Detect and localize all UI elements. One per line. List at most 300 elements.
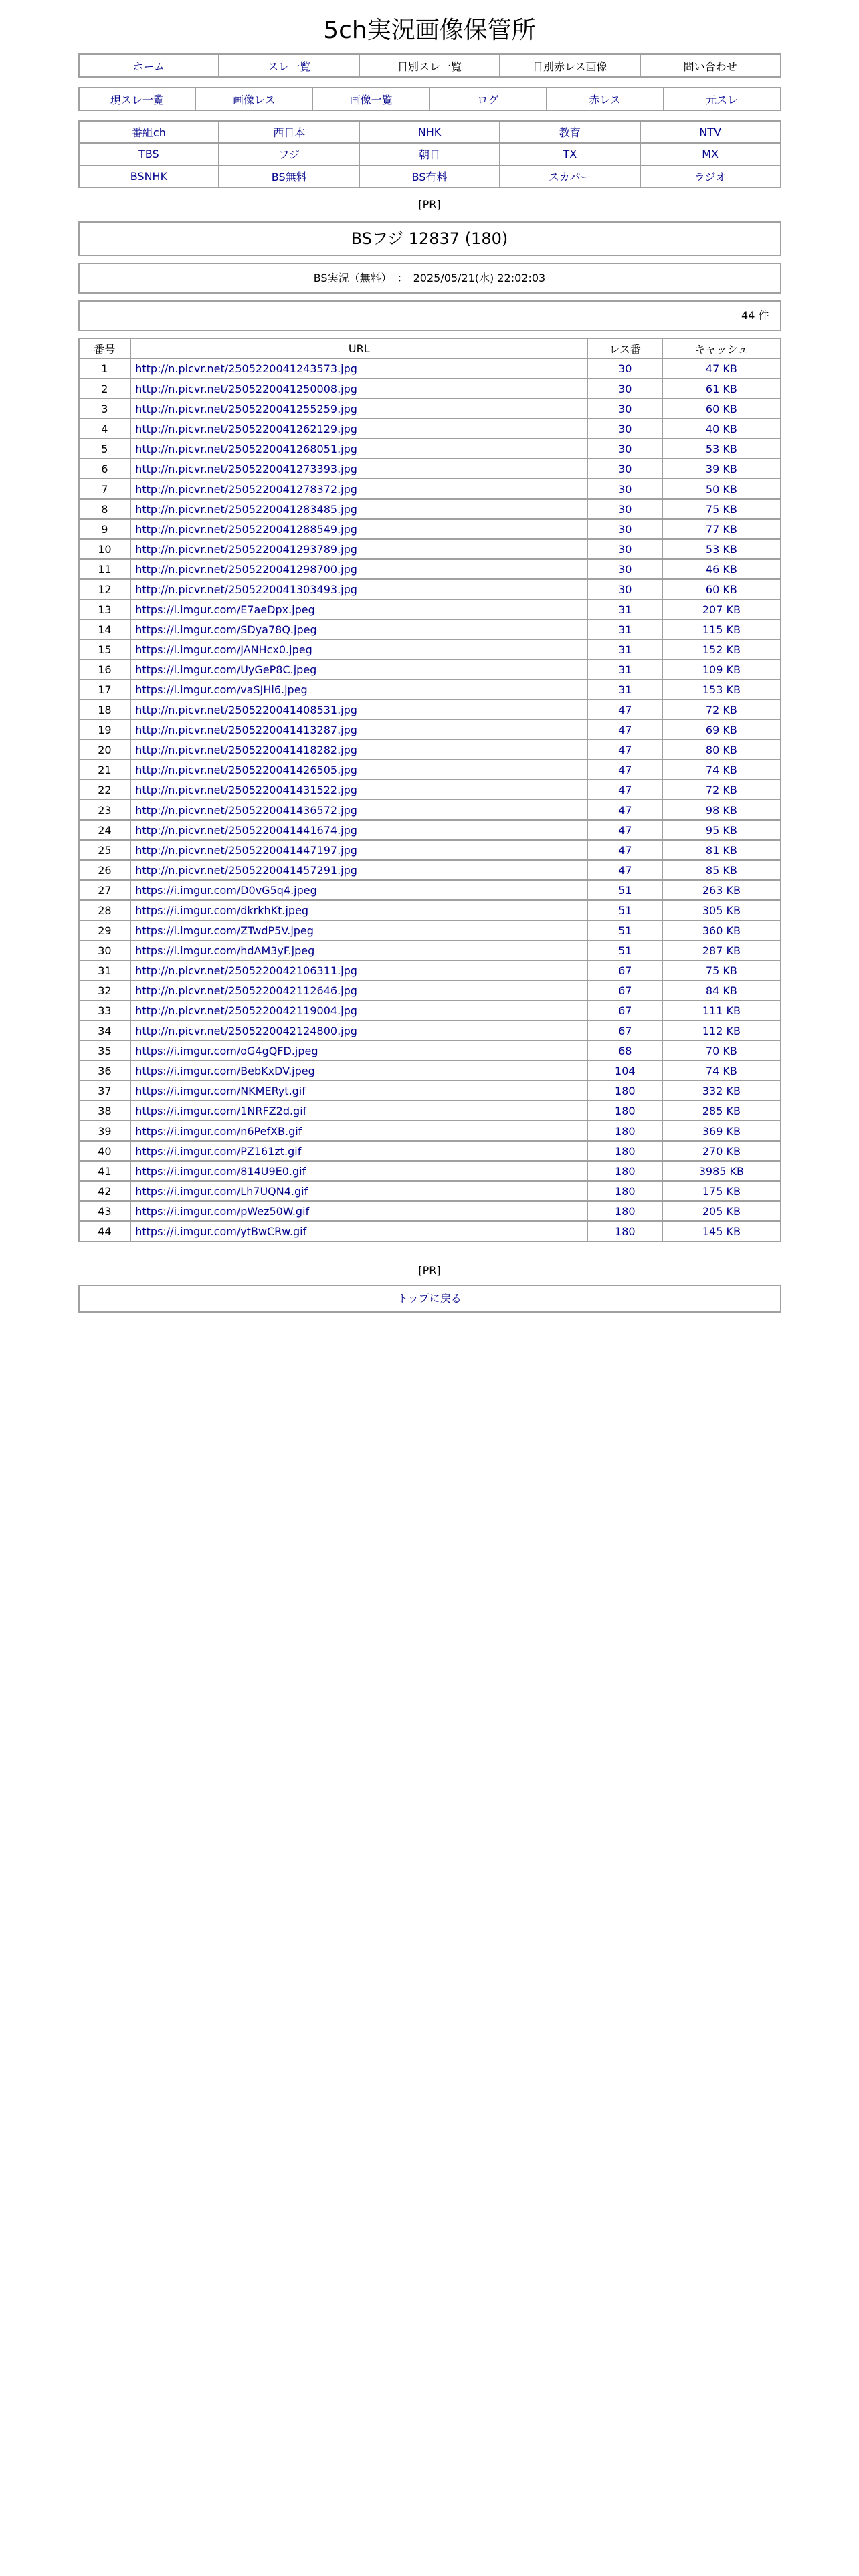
cell-cache-link[interactable]: 111 KB — [702, 1004, 741, 1017]
cell-cache — [662, 1201, 780, 1221]
cell-url-link[interactable]: http://n.picvr.net/2505220041273393.jpg — [135, 462, 357, 475]
cell-number: 13 — [79, 599, 131, 619]
table-row — [79, 659, 781, 679]
cell-res-number-link[interactable]: 67 — [618, 1004, 632, 1017]
cell-url-link[interactable]: https://i.imgur.com/814U9E0.gif — [135, 1164, 306, 1178]
cell-res-number — [587, 920, 662, 940]
cell-res-number — [587, 479, 662, 499]
thread-nav-cell — [195, 88, 312, 110]
cell-res-number — [587, 1121, 662, 1141]
cell-res-number — [587, 1221, 662, 1241]
cell-res-number-link[interactable]: 180 — [615, 1084, 636, 1097]
cell-url-link[interactable]: http://n.picvr.net/2505220041255259.jpg — [135, 402, 357, 415]
cell-cache-link[interactable]: 80 KB — [705, 743, 737, 756]
cell-number: 26 — [79, 860, 131, 880]
table-row — [79, 820, 781, 840]
cell-number: 2 — [79, 379, 131, 399]
cell-res-number — [587, 679, 662, 700]
cell-url-link[interactable]: https://i.imgur.com/D0vG5q4.jpeg — [135, 883, 317, 897]
cell-url-link[interactable]: https://i.imgur.com/BebKxDV.jpeg — [135, 1064, 315, 1077]
cell-url-link[interactable]: https://i.imgur.com/Lh7UQN4.gif — [135, 1184, 308, 1198]
nav-link-red-res[interactable]: 赤レス — [589, 93, 621, 106]
cell-res-number-link[interactable]: 47 — [618, 763, 632, 776]
back-to-top-link[interactable]: トップに戻る — [397, 1292, 462, 1305]
table-row — [79, 740, 781, 760]
cell-cache-link[interactable]: 205 KB — [702, 1204, 741, 1218]
cell-res-number-link[interactable]: 67 — [618, 1024, 632, 1037]
cell-res-number-link[interactable]: 30 — [618, 482, 632, 496]
cell-cache — [662, 1221, 780, 1241]
cell-res-number — [587, 1141, 662, 1161]
table-row — [79, 1081, 781, 1101]
cell-number: 20 — [79, 740, 131, 760]
cell-number: 28 — [79, 900, 131, 920]
cell-url-link[interactable]: http://n.picvr.net/2505220041250008.jpg — [135, 382, 357, 395]
cell-cache-link[interactable]: 60 KB — [705, 402, 737, 415]
cell-cache-link[interactable]: 270 KB — [702, 1144, 741, 1158]
cell-cache-link[interactable]: 153 KB — [702, 683, 741, 696]
nav-link-log[interactable]: ログ — [477, 93, 499, 106]
thread-nav-cell — [547, 88, 664, 110]
cell-res-number-link[interactable]: 180 — [615, 1164, 636, 1178]
cell-number: 39 — [79, 1121, 131, 1141]
cell-cache-link[interactable]: 75 KB — [705, 964, 737, 977]
cell-url-link[interactable]: http://n.picvr.net/2505220041283485.jpg — [135, 502, 357, 516]
cell-number: 41 — [79, 1161, 131, 1181]
cell-cache-link[interactable]: 69 KB — [705, 723, 737, 736]
cell-url-link[interactable]: https://i.imgur.com/oG4gQFD.jpeg — [135, 1044, 318, 1057]
thread-nav — [78, 87, 781, 111]
cell-cache — [662, 920, 780, 940]
cell-url-link[interactable]: http://n.picvr.net/2505220041243573.jpg — [135, 362, 357, 375]
cell-cache-link[interactable]: 98 KB — [705, 803, 737, 817]
image-table — [78, 338, 781, 1242]
table-row — [79, 679, 781, 700]
table-row — [79, 599, 781, 619]
cell-url-link[interactable]: http://n.picvr.net/2505220041278372.jpg — [135, 482, 357, 496]
cell-url — [130, 399, 587, 419]
cell-cache — [662, 459, 780, 479]
cell-cache — [662, 619, 780, 639]
cell-number: 5 — [79, 439, 131, 459]
cell-cache — [662, 1061, 780, 1081]
cell-res-number-link[interactable]: 47 — [618, 743, 632, 756]
cell-res-number-link[interactable]: 30 — [618, 382, 632, 395]
cell-number: 32 — [79, 980, 131, 1000]
cell-url-link[interactable]: https://i.imgur.com/UyGeP8C.jpeg — [135, 663, 317, 676]
cell-cache — [662, 860, 780, 880]
cell-res-number-link[interactable]: 47 — [618, 823, 632, 837]
cell-url-link[interactable]: http://n.picvr.net/2505220041441674.jpg — [135, 823, 357, 837]
cell-res-number-link[interactable]: 51 — [618, 944, 632, 957]
cell-res-number-link[interactable]: 30 — [618, 462, 632, 475]
cell-url-link[interactable]: http://n.picvr.net/2505220041413287.jpg — [135, 723, 357, 736]
board-nav-cell — [500, 121, 640, 143]
cell-url-link[interactable]: https://i.imgur.com/pWez50W.gif — [135, 1204, 310, 1218]
cell-url — [130, 1161, 587, 1181]
table-body — [79, 358, 781, 1241]
table-row — [79, 940, 781, 960]
cell-url-link[interactable]: http://n.picvr.net/2505220041426505.jpg — [135, 763, 357, 776]
thread-nav-cell — [79, 88, 196, 110]
nav-cell-home — [79, 54, 219, 77]
cell-url-link[interactable]: https://i.imgur.com/hdAM3yF.jpeg — [135, 944, 315, 957]
cell-cache — [662, 800, 780, 820]
board-nav-cell — [640, 121, 781, 143]
cell-url — [130, 900, 587, 920]
cell-cache — [662, 599, 780, 619]
cell-res-number — [587, 539, 662, 559]
thread-title: BSフジ 12837 (180) — [78, 221, 781, 256]
board-nav-cell — [359, 143, 500, 165]
cell-cache-link[interactable]: 332 KB — [702, 1084, 741, 1097]
cell-cache — [662, 900, 780, 920]
table-row — [79, 1101, 781, 1121]
cell-url — [130, 679, 587, 700]
cell-number: 36 — [79, 1061, 131, 1081]
table-row — [79, 960, 781, 980]
cell-number: 22 — [79, 780, 131, 800]
board-link-nhk[interactable]: NHK — [417, 126, 442, 138]
cell-url-link[interactable]: http://n.picvr.net/2505220041262129.jpg — [135, 422, 357, 435]
table-row — [79, 619, 781, 639]
board-link-mx[interactable]: MX — [702, 148, 719, 160]
board-link-nishinihon[interactable]: 西日本 — [273, 126, 306, 139]
cell-res-number-link[interactable]: 51 — [618, 924, 632, 937]
cell-res-number — [587, 619, 662, 639]
cell-url-link[interactable]: http://n.picvr.net/2505220042124800.jpg — [135, 1024, 357, 1037]
board-link-fuji[interactable]: フジ — [278, 148, 300, 161]
cell-res-number — [587, 800, 662, 820]
cell-cache — [662, 379, 780, 399]
cell-res-number-link[interactable]: 180 — [615, 1124, 636, 1138]
table-row — [79, 1121, 781, 1141]
board-link-kyouiku[interactable]: 教育 — [559, 126, 581, 139]
cell-url-link[interactable]: https://i.imgur.com/n6PefXB.gif — [135, 1124, 302, 1138]
cell-url-link[interactable]: https://i.imgur.com/NKMERyt.gif — [135, 1084, 306, 1097]
nav-link-daily-threads[interactable]: 日別スレ一覧 — [397, 60, 462, 73]
cell-cache-link[interactable]: 70 KB — [705, 1044, 737, 1057]
cell-cache-link[interactable]: 109 KB — [702, 663, 741, 676]
table-row — [79, 1221, 781, 1241]
cell-res-number-link[interactable]: 180 — [615, 1104, 636, 1117]
cell-res-number-link[interactable]: 30 — [618, 442, 632, 455]
board-link-bs-paid[interactable]: BS有料 — [411, 171, 448, 183]
cell-url — [130, 1221, 587, 1241]
cell-res-number — [587, 1101, 662, 1121]
table-row — [79, 1161, 781, 1181]
cell-cache-link[interactable]: 112 KB — [702, 1024, 741, 1037]
board-link-asahi[interactable]: 朝日 — [418, 148, 440, 161]
cell-url-link[interactable]: https://i.imgur.com/PZ161zt.gif — [135, 1144, 302, 1158]
cell-url-link[interactable]: http://n.picvr.net/2505220041298700.jpg — [135, 562, 357, 576]
board-link-bsnhk[interactable]: BSNHK — [130, 170, 168, 183]
cell-res-number-link[interactable]: 30 — [618, 422, 632, 435]
cell-cache — [662, 1121, 780, 1141]
table-row — [79, 1141, 781, 1161]
cell-url-link[interactable]: https://i.imgur.com/JANHcx0.jpeg — [135, 643, 312, 656]
cell-res-number-link[interactable]: 30 — [618, 562, 632, 576]
cell-number: 18 — [79, 700, 131, 720]
cell-url-link[interactable]: http://n.picvr.net/2505220041436572.jpg — [135, 803, 357, 817]
cell-url — [130, 1081, 587, 1101]
cell-url — [130, 740, 587, 760]
cell-url — [130, 800, 587, 820]
nav-link-current-threads[interactable]: 現スレ一覧 — [110, 93, 164, 106]
cell-cache-link[interactable]: 47 KB — [705, 362, 737, 375]
cell-cache — [662, 559, 780, 579]
board-link-ntv[interactable]: NTV — [699, 126, 721, 138]
cell-res-number-link[interactable]: 47 — [618, 803, 632, 817]
cell-url — [130, 499, 587, 519]
board-nav-cell — [640, 143, 781, 165]
cell-res-number-link[interactable]: 31 — [618, 623, 632, 636]
cell-cache — [662, 840, 780, 860]
nav-link-original-thread[interactable]: 元スレ — [706, 93, 739, 106]
cell-cache — [662, 1021, 780, 1041]
table-row — [79, 1201, 781, 1221]
cell-cache-link[interactable]: 85 KB — [705, 863, 737, 877]
cell-number: 19 — [79, 720, 131, 740]
cell-url-link[interactable]: https://i.imgur.com/ytBwCRw.gif — [135, 1224, 307, 1238]
cell-res-number-link[interactable]: 30 — [618, 402, 632, 415]
cell-url — [130, 659, 587, 679]
cell-cache-link[interactable]: 40 KB — [705, 422, 737, 435]
table-row — [79, 559, 781, 579]
cell-cache-link[interactable]: 72 KB — [705, 703, 737, 716]
table-row — [79, 900, 781, 920]
cell-cache-link[interactable]: 3985 KB — [698, 1164, 745, 1178]
cell-cache-link[interactable]: 50 KB — [705, 482, 737, 496]
cell-cache-link[interactable]: 360 KB — [702, 924, 741, 937]
cell-res-number-link[interactable]: 104 — [615, 1064, 636, 1077]
cell-res-number-link[interactable]: 30 — [618, 502, 632, 516]
cell-res-number-link[interactable]: 47 — [618, 783, 632, 796]
cell-cache — [662, 479, 780, 499]
header-res-number: レス番 — [587, 338, 662, 358]
cell-res-number-link[interactable]: 47 — [618, 843, 632, 857]
cell-res-number-link[interactable]: 51 — [618, 883, 632, 897]
cell-res-number-link[interactable]: 31 — [618, 683, 632, 696]
cell-cache-link[interactable]: 74 KB — [705, 763, 737, 776]
cell-url — [130, 439, 587, 459]
cell-cache-link[interactable]: 152 KB — [702, 643, 741, 656]
nav-link-home[interactable]: ホーム — [132, 60, 165, 73]
cell-url — [130, 1041, 587, 1061]
board-link-bangumi[interactable]: 番組ch — [131, 126, 166, 139]
cell-res-number-link[interactable]: 68 — [618, 1044, 632, 1057]
cell-res-number — [587, 499, 662, 519]
nav-link-daily-red-images[interactable]: 日別赤レス画像 — [533, 60, 607, 73]
board-nav-cell — [640, 165, 781, 187]
cell-res-number-link[interactable]: 30 — [618, 362, 632, 375]
cell-res-number-link[interactable]: 47 — [618, 863, 632, 877]
cell-res-number-link[interactable]: 47 — [618, 703, 632, 716]
cell-cache-link[interactable]: 95 KB — [705, 823, 737, 837]
cell-url-link[interactable]: http://n.picvr.net/2505220041268051.jpg — [135, 442, 357, 455]
cell-url — [130, 539, 587, 559]
cell-number: 14 — [79, 619, 131, 639]
board-link-radio[interactable]: ラジオ — [694, 171, 727, 183]
cell-url-link[interactable]: https://i.imgur.com/E7aeDpx.jpeg — [135, 603, 315, 616]
cell-url — [130, 379, 587, 399]
board-nav-cell — [79, 165, 219, 187]
table-row — [79, 880, 781, 900]
cell-cache-link[interactable]: 287 KB — [702, 944, 741, 957]
cell-url-link[interactable]: http://n.picvr.net/2505220041293789.jpg — [135, 542, 357, 556]
nav-link-image-list[interactable]: 画像一覧 — [349, 93, 393, 106]
board-nav-cell — [219, 143, 359, 165]
cell-res-number — [587, 419, 662, 439]
cell-url-link[interactable]: https://i.imgur.com/1NRFZ2d.gif — [135, 1104, 307, 1117]
cell-cache-link[interactable]: 77 KB — [705, 522, 737, 536]
cell-res-number-link[interactable]: 180 — [615, 1184, 636, 1198]
cell-cache-link[interactable]: 60 KB — [705, 582, 737, 596]
table-row — [79, 1061, 781, 1081]
cell-url — [130, 940, 587, 960]
cell-cache — [662, 960, 780, 980]
cell-number: 16 — [79, 659, 131, 679]
cell-res-number — [587, 760, 662, 780]
cell-cache-link[interactable]: 75 KB — [705, 502, 737, 516]
cell-res-number — [587, 399, 662, 419]
cell-cache — [662, 880, 780, 900]
cell-res-number — [587, 940, 662, 960]
cell-res-number-link[interactable]: 51 — [618, 903, 632, 917]
cell-cache-link[interactable]: 207 KB — [702, 603, 741, 616]
cell-number: 7 — [79, 479, 131, 499]
cell-cache — [662, 639, 780, 659]
cell-url-link[interactable]: https://i.imgur.com/ZTwdP5V.jpeg — [135, 924, 314, 937]
cell-url-link[interactable]: http://n.picvr.net/2505220041418282.jpg — [135, 743, 357, 756]
cell-res-number — [587, 1000, 662, 1021]
table-row — [79, 860, 781, 880]
cell-res-number-link[interactable]: 67 — [618, 964, 632, 977]
cell-url — [130, 1021, 587, 1041]
board-link-tbs[interactable]: TBS — [138, 148, 159, 160]
cell-res-number — [587, 880, 662, 900]
cell-res-number-link[interactable]: 67 — [618, 984, 632, 997]
cell-url — [130, 1141, 587, 1161]
cell-res-number — [587, 860, 662, 880]
cell-url-link[interactable]: http://n.picvr.net/2505220042119004.jpg — [135, 1004, 357, 1017]
cell-res-number-link[interactable]: 180 — [615, 1224, 636, 1238]
cell-number: 6 — [79, 459, 131, 479]
cell-cache-link[interactable]: 175 KB — [702, 1184, 741, 1198]
cell-url-link[interactable]: http://n.picvr.net/2505220042112646.jpg — [135, 984, 357, 997]
cell-number: 29 — [79, 920, 131, 940]
cell-url — [130, 920, 587, 940]
table-row — [79, 459, 781, 479]
cell-res-number-link[interactable]: 30 — [618, 542, 632, 556]
cell-res-number-link[interactable]: 47 — [618, 723, 632, 736]
table-row — [79, 1000, 781, 1021]
cell-url-link[interactable]: http://n.picvr.net/2505220042106311.jpg — [135, 964, 357, 977]
cell-cache-link[interactable]: 115 KB — [702, 623, 741, 636]
board-nav-cell — [219, 165, 359, 187]
nav-link-thread-list[interactable]: スレ一覧 — [268, 60, 311, 73]
cell-url-link[interactable]: https://i.imgur.com/SDya78Q.jpeg — [135, 623, 317, 636]
table-row — [79, 920, 781, 940]
board-link-tx[interactable]: TX — [563, 148, 577, 160]
cell-cache — [662, 940, 780, 960]
cell-url — [130, 579, 587, 599]
thread-nav-cell — [664, 88, 781, 110]
cell-res-number-link[interactable]: 30 — [618, 522, 632, 536]
board-link-bs-free[interactable]: BS無料 — [271, 171, 307, 183]
cell-res-number — [587, 379, 662, 399]
cell-res-number — [587, 960, 662, 980]
board-link-skyperfect[interactable]: スカパー — [548, 171, 591, 183]
cell-cache — [662, 1081, 780, 1101]
table-row — [79, 1021, 781, 1041]
result-count: 44 件 — [78, 300, 781, 331]
table-row — [79, 519, 781, 539]
cell-res-number-link[interactable]: 30 — [618, 582, 632, 596]
cell-res-number-link[interactable]: 31 — [618, 643, 632, 656]
cell-url-link[interactable]: https://i.imgur.com/vaSJHi6.jpeg — [135, 683, 308, 696]
cell-cache-link[interactable]: 39 KB — [705, 462, 737, 475]
cell-res-number — [587, 780, 662, 800]
page-container — [78, 0, 781, 1313]
cell-res-number-link[interactable]: 31 — [618, 663, 632, 676]
cell-res-number-link[interactable]: 180 — [615, 1204, 636, 1218]
cell-cache-link[interactable]: 46 KB — [705, 562, 737, 576]
cell-url — [130, 840, 587, 860]
cell-cache-link[interactable]: 53 KB — [705, 542, 737, 556]
cell-number: 35 — [79, 1041, 131, 1061]
table-row — [79, 1181, 781, 1201]
cell-url — [130, 1061, 587, 1081]
cell-url — [130, 1201, 587, 1221]
cell-url — [130, 419, 587, 439]
cell-cache-link[interactable]: 72 KB — [705, 783, 737, 796]
cell-res-number-link[interactable]: 180 — [615, 1144, 636, 1158]
cell-url-link[interactable]: http://n.picvr.net/2505220041431522.jpg — [135, 783, 357, 796]
cell-url-link[interactable]: http://n.picvr.net/2505220041457291.jpg — [135, 863, 357, 877]
cell-cache-link[interactable]: 84 KB — [705, 984, 737, 997]
cell-cache-link[interactable]: 61 KB — [705, 382, 737, 395]
cell-cache-link[interactable]: 74 KB — [705, 1064, 737, 1077]
nav-link-contact[interactable]: 問い合わせ — [683, 60, 737, 73]
cell-number: 21 — [79, 760, 131, 780]
header-url: URL — [130, 338, 587, 358]
cell-url-link[interactable]: http://n.picvr.net/2505220041408531.jpg — [135, 703, 357, 716]
cell-url-link[interactable]: https://i.imgur.com/dkrkhKt.jpeg — [135, 903, 309, 917]
nav-link-image-res[interactable]: 画像レス — [232, 93, 276, 106]
table-row — [79, 479, 781, 499]
cell-cache-link[interactable]: 81 KB — [705, 843, 737, 857]
cell-cache — [662, 539, 780, 559]
cell-cache — [662, 1161, 780, 1181]
cell-res-number — [587, 358, 662, 379]
cell-cache-link[interactable]: 263 KB — [702, 883, 741, 897]
cell-cache-link[interactable]: 285 KB — [702, 1104, 741, 1117]
cell-cache-link[interactable]: 53 KB — [705, 442, 737, 455]
cell-cache — [662, 679, 780, 700]
cell-url-link[interactable]: http://n.picvr.net/2505220041447197.jpg — [135, 843, 357, 857]
cell-cache-link[interactable]: 369 KB — [702, 1124, 741, 1138]
cell-cache — [662, 659, 780, 679]
cell-cache-link[interactable]: 145 KB — [702, 1224, 741, 1238]
cell-number: 40 — [79, 1141, 131, 1161]
cell-url — [130, 960, 587, 980]
cell-url-link[interactable]: http://n.picvr.net/2505220041303493.jpg — [135, 582, 357, 596]
nav-cell-thread-list — [219, 54, 359, 77]
cell-res-number-link[interactable]: 31 — [618, 603, 632, 616]
cell-cache-link[interactable]: 305 KB — [702, 903, 741, 917]
cell-url-link[interactable]: http://n.picvr.net/2505220041288549.jpg — [135, 522, 357, 536]
